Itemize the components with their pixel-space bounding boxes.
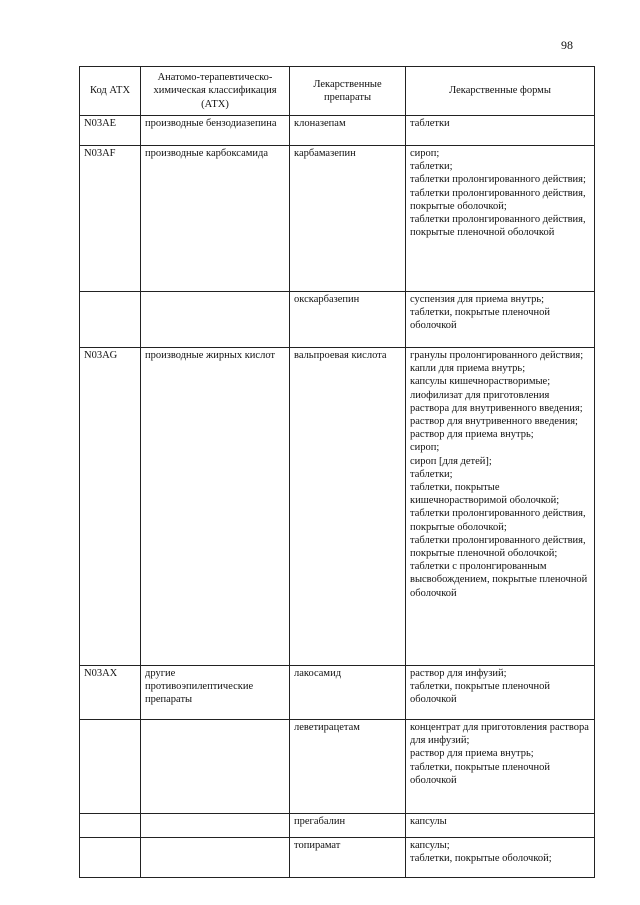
cell-drug: топирамат xyxy=(290,838,406,878)
cell-drug: прегабалин xyxy=(290,814,406,838)
table-row xyxy=(80,348,595,666)
form-item: таблетки пролонгированного действия; xyxy=(410,174,586,186)
cell-forms xyxy=(406,292,595,348)
form-item: суспензия для приема внутрь; xyxy=(410,294,545,305)
cell-code: N03AE xyxy=(80,116,141,146)
table-row xyxy=(80,146,595,292)
cell-classification: производные жирных кислот xyxy=(141,348,290,666)
cell-drug: леветирацетам xyxy=(290,720,406,814)
form-item: раствор для инфузий; xyxy=(410,668,507,679)
form-item: сироп; xyxy=(410,442,440,454)
form-item: капсулы кишечнорастворимые; xyxy=(410,376,551,388)
form-item: раствор для приема внутрь; xyxy=(410,429,534,441)
cell-drug: лакосамид xyxy=(290,666,406,720)
cell-drug: клоназепам xyxy=(290,116,406,146)
form-item: концентрат для приготовления раствора для инфузий; xyxy=(410,722,589,747)
form-item: таблетки, покрытые пленочной оболочкой xyxy=(410,307,551,332)
cell-classification xyxy=(141,838,290,878)
cell-forms xyxy=(406,116,595,146)
cell-forms xyxy=(406,838,595,878)
table-row xyxy=(80,720,595,814)
cell-code: N03AX xyxy=(80,666,141,720)
cell-classification: другие противоэпилептические препараты xyxy=(141,666,290,720)
header-classification: Анатомо-терапевтическо-химическая классификация (АТХ) xyxy=(141,67,290,116)
cell-classification: производные карбоксамида xyxy=(141,146,290,292)
form-item: таблетки пролонгированного действия, покрытые пленочной оболочкой xyxy=(410,214,586,239)
cell-code xyxy=(80,814,141,838)
form-item: гранулы пролонгированного действия; xyxy=(410,350,584,361)
form-item: капли для приема внутрь; xyxy=(410,363,526,375)
form-item: сироп; xyxy=(410,148,440,159)
form-item: капсулы xyxy=(410,816,447,827)
cell-forms xyxy=(406,666,595,720)
cell-code: N03AG xyxy=(80,348,141,666)
cell-classification xyxy=(141,292,290,348)
form-item: таблетки, покрытые пленочной оболочкой xyxy=(410,681,551,706)
cell-classification xyxy=(141,720,290,814)
form-item: капсулы; xyxy=(410,840,450,851)
cell-code xyxy=(80,292,141,348)
header-drugs: Лекарственные препараты xyxy=(290,67,406,116)
drug-table xyxy=(79,66,595,878)
table-row xyxy=(80,292,595,348)
cell-drug: вальпроевая кислота xyxy=(290,348,406,666)
form-item: таблетки, покрытые кишечнорастворимой оболочкой; xyxy=(410,482,560,507)
form-item: таблетки с пролонгированным высвобождением, покрытые пленочной оболочкой xyxy=(410,561,588,599)
cell-classification xyxy=(141,814,290,838)
header-forms: Лекарственные формы xyxy=(406,67,595,116)
table-header-row xyxy=(80,67,595,116)
form-item: таблетки, покрытые оболочкой; xyxy=(410,853,552,865)
form-item: лиофилизат для приготовления раствора для внутривенного введения; xyxy=(410,389,583,414)
cell-drug: карбамазепин xyxy=(290,146,406,292)
cell-classification: производные бензодиазепина xyxy=(141,116,290,146)
form-item: раствор для приема внутрь; xyxy=(410,748,534,760)
table-row xyxy=(80,666,595,720)
form-item: сироп [для детей]; xyxy=(410,455,492,467)
form-item: таблетки; xyxy=(410,161,453,173)
form-item: таблетки; xyxy=(410,468,453,480)
cell-forms xyxy=(406,348,595,666)
form-item: таблетки, покрытые пленочной оболочкой xyxy=(410,761,551,786)
cell-code xyxy=(80,720,141,814)
cell-code xyxy=(80,838,141,878)
cell-forms xyxy=(406,146,595,292)
form-item: таблетки пролонгированного действия, покрытые оболочкой; xyxy=(410,187,586,212)
cell-forms xyxy=(406,814,595,838)
page-number: 98 xyxy=(561,38,573,52)
table-row xyxy=(80,838,595,878)
form-item: раствор для внутривенного введения; xyxy=(410,416,578,428)
header-code: Код АТХ xyxy=(80,67,141,116)
form-item: таблетки xyxy=(410,118,450,129)
cell-forms xyxy=(406,720,595,814)
form-item: таблетки пролонгированного действия, покрытые пленочной оболочкой; xyxy=(410,534,586,560)
table-body xyxy=(80,116,595,878)
cell-drug: окскарбазепин xyxy=(290,292,406,348)
table-row xyxy=(80,116,595,146)
form-item: таблетки пролонгированного действия, покрытые оболочкой; xyxy=(410,508,586,533)
table-row xyxy=(80,814,595,838)
cell-code: N03AF xyxy=(80,146,141,292)
